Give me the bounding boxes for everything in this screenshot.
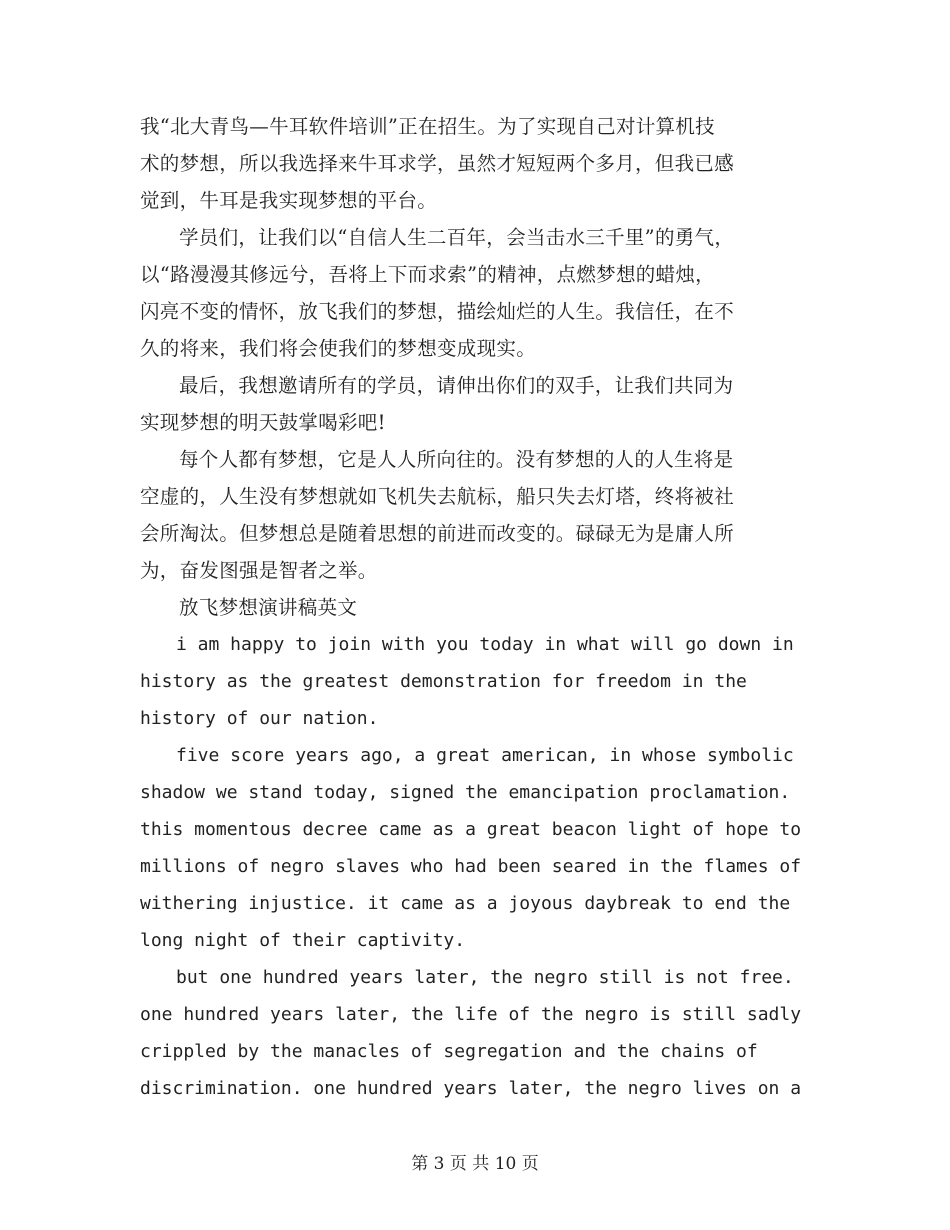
paragraph-first-line: but one hundred years later, the negro still is not free. <box>176 967 794 988</box>
text-line: 以“路漫漫其修远兮，吾将上下而求索”的精神，点燃梦想的蜡烛， <box>140 263 715 286</box>
text-line: long night of their captivity. <box>140 930 466 951</box>
paragraph-first-line: 学员们，让我们以“自信人生二百年，会当击水三千里”的勇气， <box>179 226 735 249</box>
text-line: 我“北大青鸟—牛耳软件培训”正在招生。为了实现自己对计算机技 <box>140 115 715 138</box>
paragraph-first-line: 每个人都有梦想，它是人人所向往的。没有梦想的人的人生将是 <box>179 448 734 471</box>
text-line: discrimination. one hundred years later, the negro lives on a <box>140 1078 802 1099</box>
paragraph-first-line: i am happy to join with you today in what will go down in <box>176 634 794 655</box>
text-line: withering injustice. it came as a joyous daybreak to end the <box>140 893 791 914</box>
paragraph-first-line: five score years ago, a great american, in whose symbolic <box>176 745 794 766</box>
text-line: 闪亮不变的情怀，放飞我们的梦想，描绘灿烂的人生。我信任，在不 <box>140 300 735 323</box>
text-line: one hundred years later, the life of the negro is still sadly <box>140 1004 802 1025</box>
text-line: 实现梦想的明天鼓掌喝彩吧! <box>140 411 386 434</box>
text-line: millions of negro slaves who had been seared in the flames of <box>140 856 802 877</box>
text-line: 空虚的，人生没有梦想就如飞机失去航标，船只失去灯塔，终将被社 <box>140 485 735 508</box>
text-line: 觉到，牛耳是我实现梦想的平台。 <box>140 189 438 212</box>
text-line: 会所淘汰。但梦想总是随着思想的前进而改变的。碌碌无为是庸人所 <box>140 522 735 545</box>
text-line: shadow we stand today, signed the emancipation proclamation. <box>140 782 791 803</box>
text-line: history as the greatest demonstration for freedom in the <box>140 671 747 692</box>
text-line: this momentous decree came as a great beacon light of hope to <box>140 819 802 840</box>
text-line: 术的梦想，所以我选择来牛耳求学，虽然才短短两个多月，但我已感 <box>140 152 735 175</box>
text-line: history of our nation. <box>140 708 379 729</box>
text-line: crippled by the manacles of segregation and the chains of <box>140 1041 758 1062</box>
text-line: 久的将来，我们将会使我们的梦想变成现实。 <box>140 337 537 360</box>
document-body <box>140 108 808 1107</box>
paragraph-first-line: 最后，我想邀请所有的学员，请伸出你们的双手，让我们共同为 <box>179 374 734 397</box>
paragraph-first-line: 放飞梦想演讲稿英文 <box>179 596 358 619</box>
text-line: 为，奋发图强是智者之举。 <box>140 559 378 582</box>
page-footer: 第 3 页 共 10 页 <box>411 1154 539 1174</box>
